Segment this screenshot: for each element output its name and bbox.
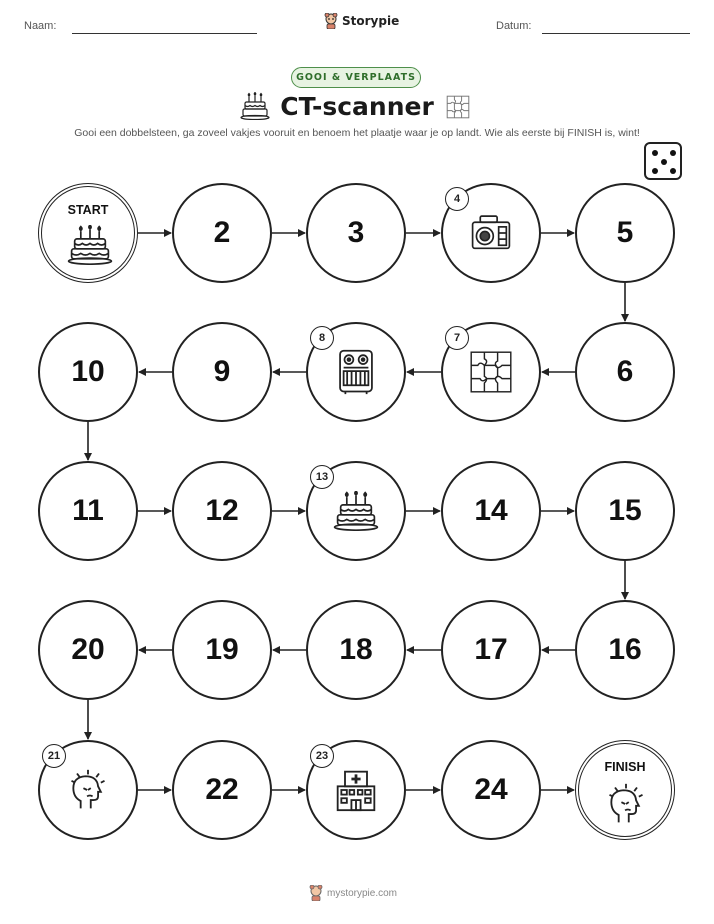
board-space-5 [575,183,675,283]
board-space-8 [306,322,406,422]
space-number-badge: 21 [42,744,66,768]
space-number: 24 [474,773,508,806]
space-number: 16 [608,633,642,666]
space-number: 18 [339,633,373,666]
storypie-mascot-icon [309,885,323,901]
board-space-4 [441,183,541,283]
board-space-17 [441,600,541,700]
board-space-13 [306,461,406,561]
space-number: 15 [608,494,642,527]
board-space-16 [575,600,675,700]
board-space-14 [441,461,541,561]
board-space-21 [38,740,138,840]
board-space-10 [38,322,138,422]
board-space-22 [172,740,272,840]
start-label: START [67,203,109,217]
hospital-icon [334,768,378,812]
footer [309,885,397,901]
board-space-15 [575,461,675,561]
space-number: 6 [616,355,634,388]
board-space-11 [38,461,138,561]
board-space-1 [38,183,138,283]
headache-head-icon [66,768,110,812]
space-number-badge: 8 [310,326,334,350]
space-number: 5 [616,216,634,249]
camera-icon [468,213,514,253]
board-space-3 [306,183,406,283]
space-number-badge: 7 [445,326,469,350]
space-number: 2 [213,216,231,249]
instructions: Gooi een dobbelsteen, ga zoveel vakjes vooruit en benoem het plaatje waar je op landt. Wie als eerste bij FINISH is, wint! [74,127,640,139]
birthday-cake-icon [333,491,379,531]
board-space-25 [575,740,675,840]
board-space-9 [172,322,272,422]
board-space-24 [441,740,541,840]
birthday-cake-icon [67,225,113,269]
space-number: 20 [71,633,105,666]
board-space-23 [306,740,406,840]
board-space-12 [172,461,272,561]
space-number-badge: 23 [310,744,334,768]
brand-name: Storypie [342,14,400,28]
board-space-19 [172,600,272,700]
board-space-7 [441,322,541,422]
space-number-badge: 4 [445,187,469,211]
space-number: 14 [474,494,508,527]
board-space-6 [575,322,675,422]
space-number-badge: 13 [310,465,334,489]
page-title: CT-scanner [280,92,434,121]
space-number: 22 [205,773,239,806]
space-number: 10 [71,355,105,388]
name-label: Naam: [24,20,57,32]
board-space-18 [306,600,406,700]
date-label: Datum: [496,20,532,32]
puzzle-icon [469,350,513,394]
space-number: 19 [205,633,239,666]
space-number: 17 [474,633,508,666]
finish-label: FINISH [604,760,646,774]
activity-tag: GOOI & VERPLAATS [291,67,421,88]
space-number: 3 [347,216,365,249]
headache-head-icon [604,782,648,830]
space-number: 11 [72,494,104,527]
space-number: 12 [205,494,239,527]
footer-site: mystorypie.com [327,887,398,899]
board-space-2 [172,183,272,283]
space-number: 9 [213,355,231,388]
scanner-machine-icon [336,349,376,395]
board-space-20 [38,600,138,700]
